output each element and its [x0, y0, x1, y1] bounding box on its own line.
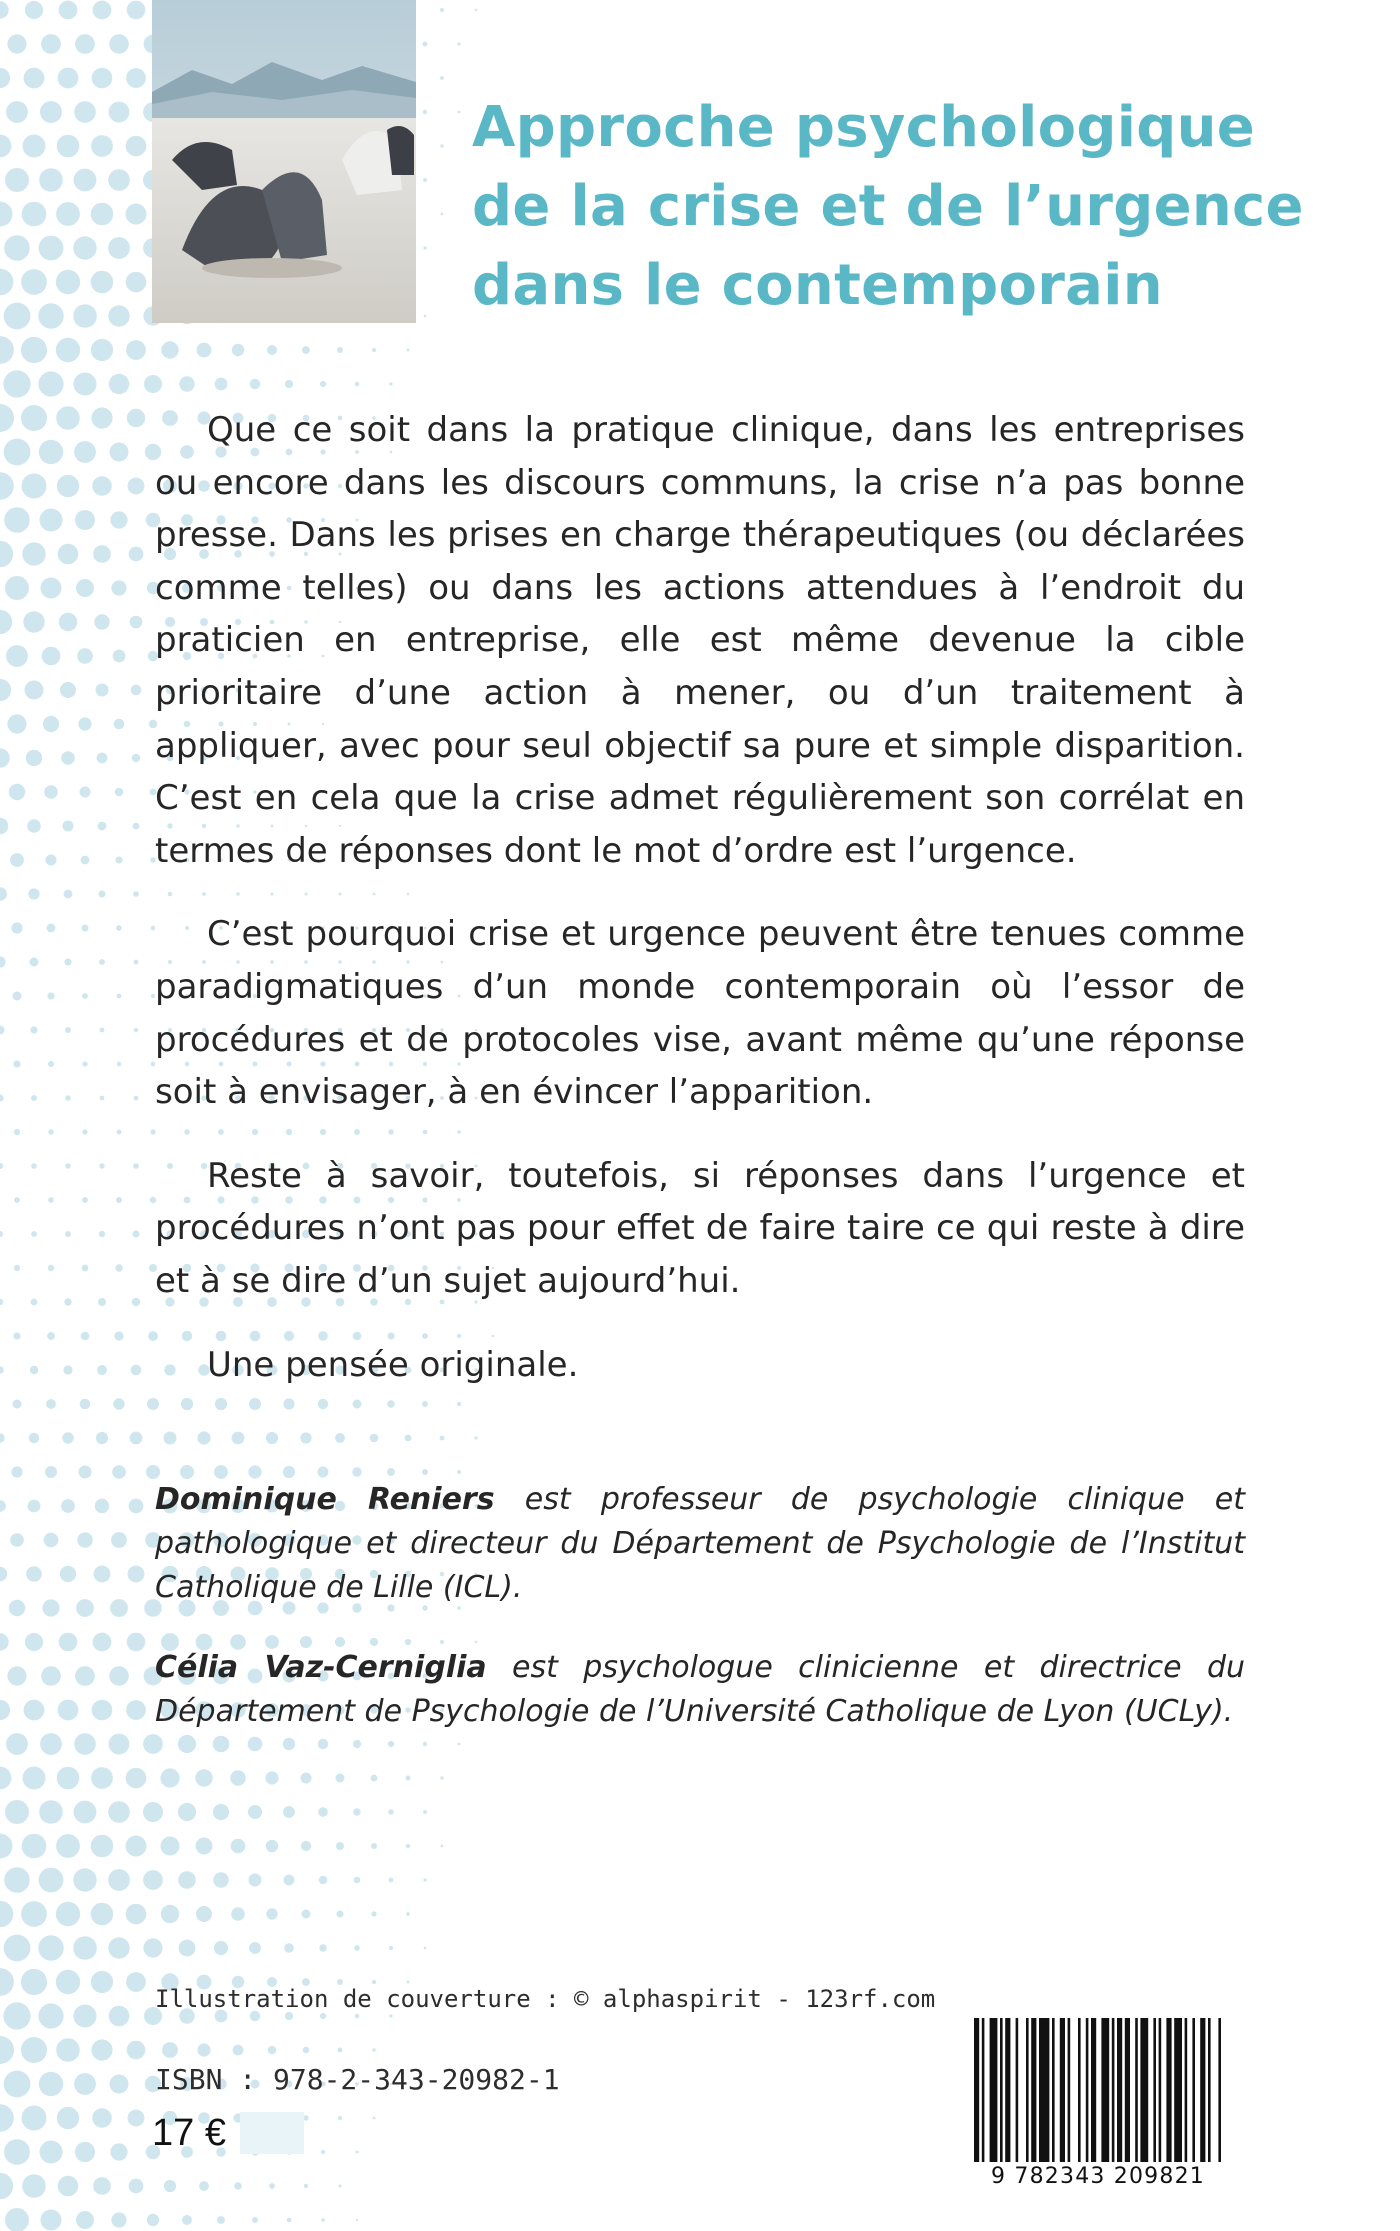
price-band — [240, 2112, 304, 2154]
title-line-2: de la crise et de l’urgence — [472, 174, 1304, 239]
illustration-credit: Illustration de couverture : © alphaspirit - 123rf.com — [155, 1985, 936, 2013]
barcode-bar — [1159, 2018, 1162, 2162]
barcode-bar — [1218, 2018, 1221, 2162]
author-name: Célia Vaz-Cerniglia — [155, 1650, 487, 1685]
author-bio-text: est professeur de psychologie clinique et pathologique et directeur du Département de Psychologie de l’Institut Catholique de Lille (ICL). — [155, 1482, 1245, 1605]
price-text: 17 € — [152, 2112, 226, 2154]
barcode-bar — [1200, 2018, 1205, 2162]
barcode — [964, 2012, 1232, 2202]
author-bio — [155, 1478, 1245, 1610]
barcode-bar — [1153, 2018, 1156, 2162]
barcode-bar — [982, 2018, 985, 2162]
barcode-bar — [1052, 2018, 1055, 2162]
blurb-paragraph: C’est pourquoi crise et urgence peuvent être tenues comme paradigmatiques d’un monde contemporain où l’essor de procédures et de protocoles vise, avant même qu’une réponse soit à envisager, à en évincer l’apparition. — [155, 914, 1245, 1113]
barcode-bar — [1060, 2018, 1065, 2162]
barcode-bar — [1174, 2018, 1182, 2162]
barcode-bar — [1086, 2018, 1089, 2162]
barcode-bar — [1208, 2018, 1211, 2162]
heads-in-sand-photo — [152, 0, 416, 323]
barcode-bar — [1185, 2018, 1188, 2162]
barcode-digits: 9 782343 209821 — [991, 2164, 1205, 2189]
barcode-bar — [1117, 2018, 1122, 2162]
blurb-paragraph: Que ce soit dans la pratique clinique, dans les entreprises ou encore dans les discours communs, la crise n’a pas bonne presse. Dans les prises en charge thérapeutiques (ou déclarées comme telles) ou dans les actions attendues à l’endroit du praticien en entreprise, elle est même devenue la cible prioritaire d’une action à mener, ou d’un traitement à appliquer, avec pour seul objectif sa pure et simple disparition. C’est en cela que la crise admet régulièrement son corrélat en termes de réponses dont le mot d’ordre est l’urgence. — [155, 410, 1245, 871]
barcode-bar — [1101, 2018, 1109, 2162]
barcode-bar — [990, 2018, 998, 2162]
barcode-bar — [1112, 2018, 1115, 2162]
barcode-bar — [1078, 2018, 1081, 2162]
author-bio-text: est psychologue clinicienne et directrice du Département de Psychologie de l’Université Catholique de Lyon (UCLy). — [155, 1650, 1245, 1729]
barcode-bar — [1026, 2018, 1029, 2162]
barcode-bar — [1140, 2018, 1148, 2162]
barcode-bar — [1016, 2018, 1019, 2162]
barcode-bar — [974, 2018, 979, 2162]
title-line-3: dans le contemporain — [472, 253, 1163, 318]
barcode-bar — [1031, 2018, 1036, 2162]
isbn-text: ISBN : 978-2-343-20982-1 — [155, 2063, 560, 2096]
blurb-paragraph: Reste à savoir, toutefois, si réponses dans l’urgence et procédures n’ont pas pour effet de faire taire ce qui reste à dire et à se dire d’un sujet aujourd’hui. — [155, 1155, 1245, 1301]
barcode-bar — [1068, 2018, 1071, 2162]
blurb-paragraph: Une pensée originale. — [207, 1344, 579, 1385]
author-name: Dominique Reniers — [155, 1482, 495, 1517]
blurb-text — [155, 404, 1245, 1391]
barcode-bar — [1005, 2018, 1010, 2162]
barcode-bar — [1135, 2018, 1138, 2162]
barcode-bar — [1192, 2018, 1195, 2162]
barcode-bar — [1091, 2018, 1096, 2162]
title-line-1: Approche psychologique — [472, 95, 1256, 160]
barcode-bar — [1039, 2018, 1049, 2162]
barcode-bar — [1000, 2018, 1003, 2162]
book-title — [472, 88, 1352, 325]
author-bios — [155, 1478, 1245, 1770]
author-bio — [155, 1646, 1245, 1734]
barcode-bar — [1125, 2018, 1130, 2162]
barcode-bar — [1166, 2018, 1171, 2162]
